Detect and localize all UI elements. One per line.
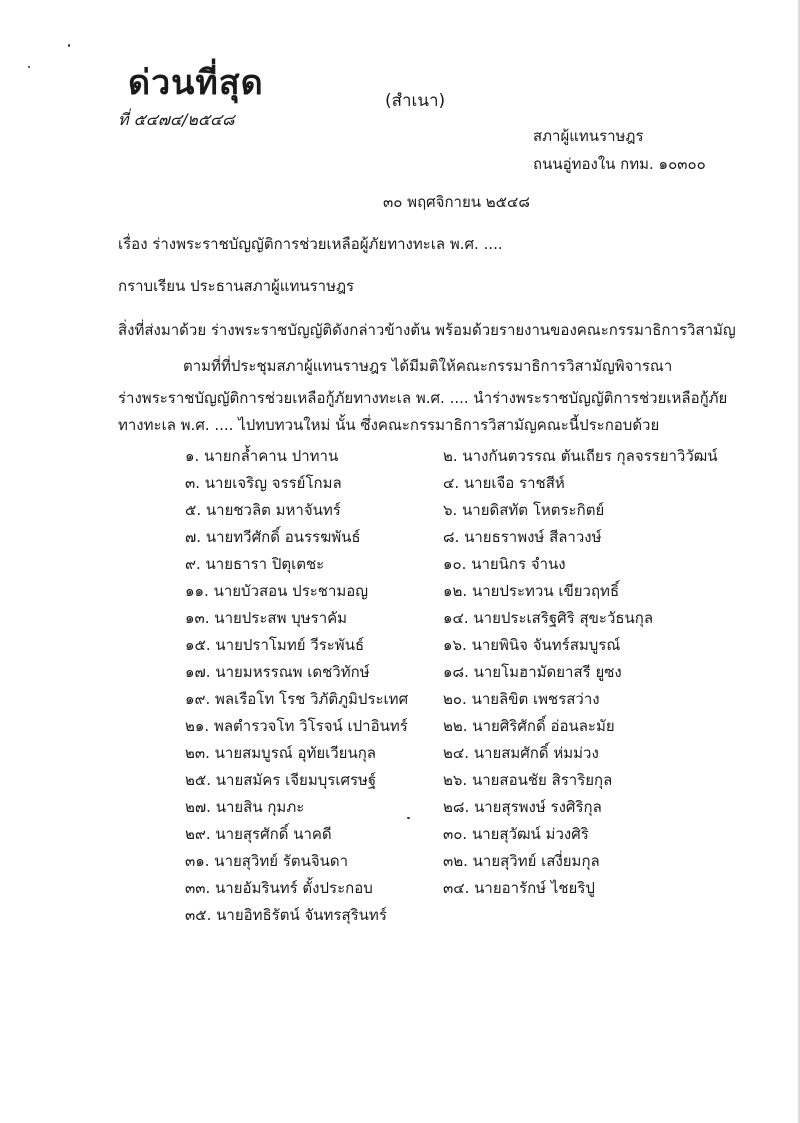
member-item: ๒๑. พลตำรวจโท วิโรจน์ เปาอินทร์ xyxy=(185,717,408,735)
member-list-left xyxy=(185,443,408,929)
member-list-right xyxy=(443,443,718,902)
member-item: ๒๖. นายสอนชัย สิราริยกุล xyxy=(443,771,613,789)
scan-speck xyxy=(407,817,410,819)
member-item: ๙. นายธารา ปิตุเตชะ xyxy=(185,555,325,573)
member-item: ๗. นายทวีศักดิ์ อนรรฆพันธ์ xyxy=(185,528,361,546)
subject-line: เรื่อง ร่างพระราชบัญญัติการช่วยเหลือผู้ภัยทางทะเล พ.ศ. .... xyxy=(118,235,503,253)
scan-speck xyxy=(28,66,30,68)
member-item: ๓๐. นายสุวัฒน์ ม่วงศิริ xyxy=(443,825,589,843)
member-item: ๓๔. นายอารักษ์ ไชยริปู xyxy=(443,879,595,897)
member-item: ๑๒. นายประทวน เขียวฤทธิ์ xyxy=(443,582,620,600)
member-item: ๒๒. นายศิริศักดิ์ อ่อนละมัย xyxy=(443,717,615,735)
member-item: ๔. นายเจือ ราชสีห์ xyxy=(443,474,565,492)
enclosure-line: สิ่งที่ส่งมาด้วย ร่างพระราชบัญญัติดังกล่าวข้างต้น พร้อมด้วยรายงานของคณะกรรมาธิการวิสามัญ xyxy=(118,321,736,339)
scan-speck xyxy=(68,44,70,47)
member-item: ๒. นางกันตวรรณ ตันเถียร กุลจรรยาวิวัฒน์ xyxy=(443,447,718,465)
member-item: ๑๗. นายมหรรณพ เดชวิทักษ์ xyxy=(185,663,370,681)
urgent-stamp: ด่วนที่สุด xyxy=(128,63,264,103)
organization-name: สภาผู้แทนราษฎร xyxy=(533,127,644,145)
member-item: ๒๙. นายสุรศักดิ์ นาคดี xyxy=(185,825,332,843)
member-item: ๑๘. นายโมฮามัดยาสรี ยูซง xyxy=(443,663,622,681)
member-item: ๑๙. พลเรือโท โรช วิภัติภูมิประเทศ xyxy=(185,690,409,708)
member-item: ๖. นายดิสทัต โหตระกิตย์ xyxy=(443,501,605,519)
member-item: ๒๓. นายสมบูรณ์ อุทัยเวียนกุล xyxy=(185,744,377,762)
body-paragraph-line-1: ตามที่ที่ประชุมสภาผู้แทนราษฎร ได้มีมติให้คณะกรรมาธิการวิสามัญพิจารณา xyxy=(183,357,673,375)
salutation-line: กราบเรียน ประธานสภาผู้แทนราษฎร xyxy=(118,277,355,295)
member-item: ๑๑. นายบัวสอน ประชามอญ xyxy=(185,582,369,600)
member-item: ๒๔. นายสมศักดิ์ ห่มม่วง xyxy=(443,744,599,762)
member-item: ๓๒. นายสุวิทย์ เสงี่ยมกุล xyxy=(443,852,600,870)
member-item: ๕. นายชวลิต มหาจันทร์ xyxy=(185,501,341,519)
member-item: ๑๔. นายประเสริฐศิริ สุขะวัธนกุล xyxy=(443,609,654,627)
reference-number: ที่ ๕๔๗๔/๒๕๔๘ xyxy=(118,110,235,129)
member-item: ๑๓. นายประสพ บุษราคัม xyxy=(185,609,348,627)
member-item: ๒๘. นายสุรพงษ์ รงศิริกุล xyxy=(443,798,602,816)
member-item: ๑๖. นายพินิจ จันทร์สมบูรณ์ xyxy=(443,636,621,654)
body-paragraph-line-3: ทางทะเล พ.ศ. .... ไปทบทวนใหม่ นั้น ซึ่งคณะกรรมาธิการวิสามัญคณะนี้ประกอบด้วย xyxy=(118,416,660,434)
member-item: ๒๐. นายลิขิต เพชรสว่าง xyxy=(443,690,600,708)
copy-mark: (สำเนา) xyxy=(385,91,446,111)
member-item: ๑๐. นายนิกร จำนง xyxy=(443,555,566,573)
member-item: ๓๑. นายสุวิทย์ รัตนจินดา xyxy=(185,852,349,870)
member-item: ๒๕. นายสมัคร เจียมบุรเศรษฐ์ xyxy=(185,771,377,789)
member-item: ๑. นายกล้ำคาน ปาทาน xyxy=(185,447,339,465)
street-address: ถนนอู่ทองใน กทม. ๑๐๓๐๐ xyxy=(533,155,706,173)
member-item: ๓๕. นายอิทธิรัตน์ จันทรสุรินทร์ xyxy=(185,906,387,924)
member-item: ๓. นายเจริญ จรรย์โกมล xyxy=(185,474,342,492)
member-item: ๓๓. นายอัมรินทร์ ตั้งประกอบ xyxy=(185,879,373,897)
member-item: ๘. นายธราพงษ์ สีลาวงษ์ xyxy=(443,528,602,546)
member-item: ๒๗. นายสิน กุมภะ xyxy=(185,798,305,816)
body-paragraph-line-2: ร่างพระราชบัญญัติการช่วยเหลือกู้ภัยทางทะเล พ.ศ. .... นำร่างพระราชบัญญัติการช่วยเหลือกู้ภัย xyxy=(118,389,728,407)
letter-date: ๓๐ พฤศจิกายน ๒๕๔๘ xyxy=(383,193,530,211)
sender-address-block xyxy=(533,122,706,178)
member-item: ๑๕. นายปราโมทย์ วีระพันธ์ xyxy=(185,636,365,654)
